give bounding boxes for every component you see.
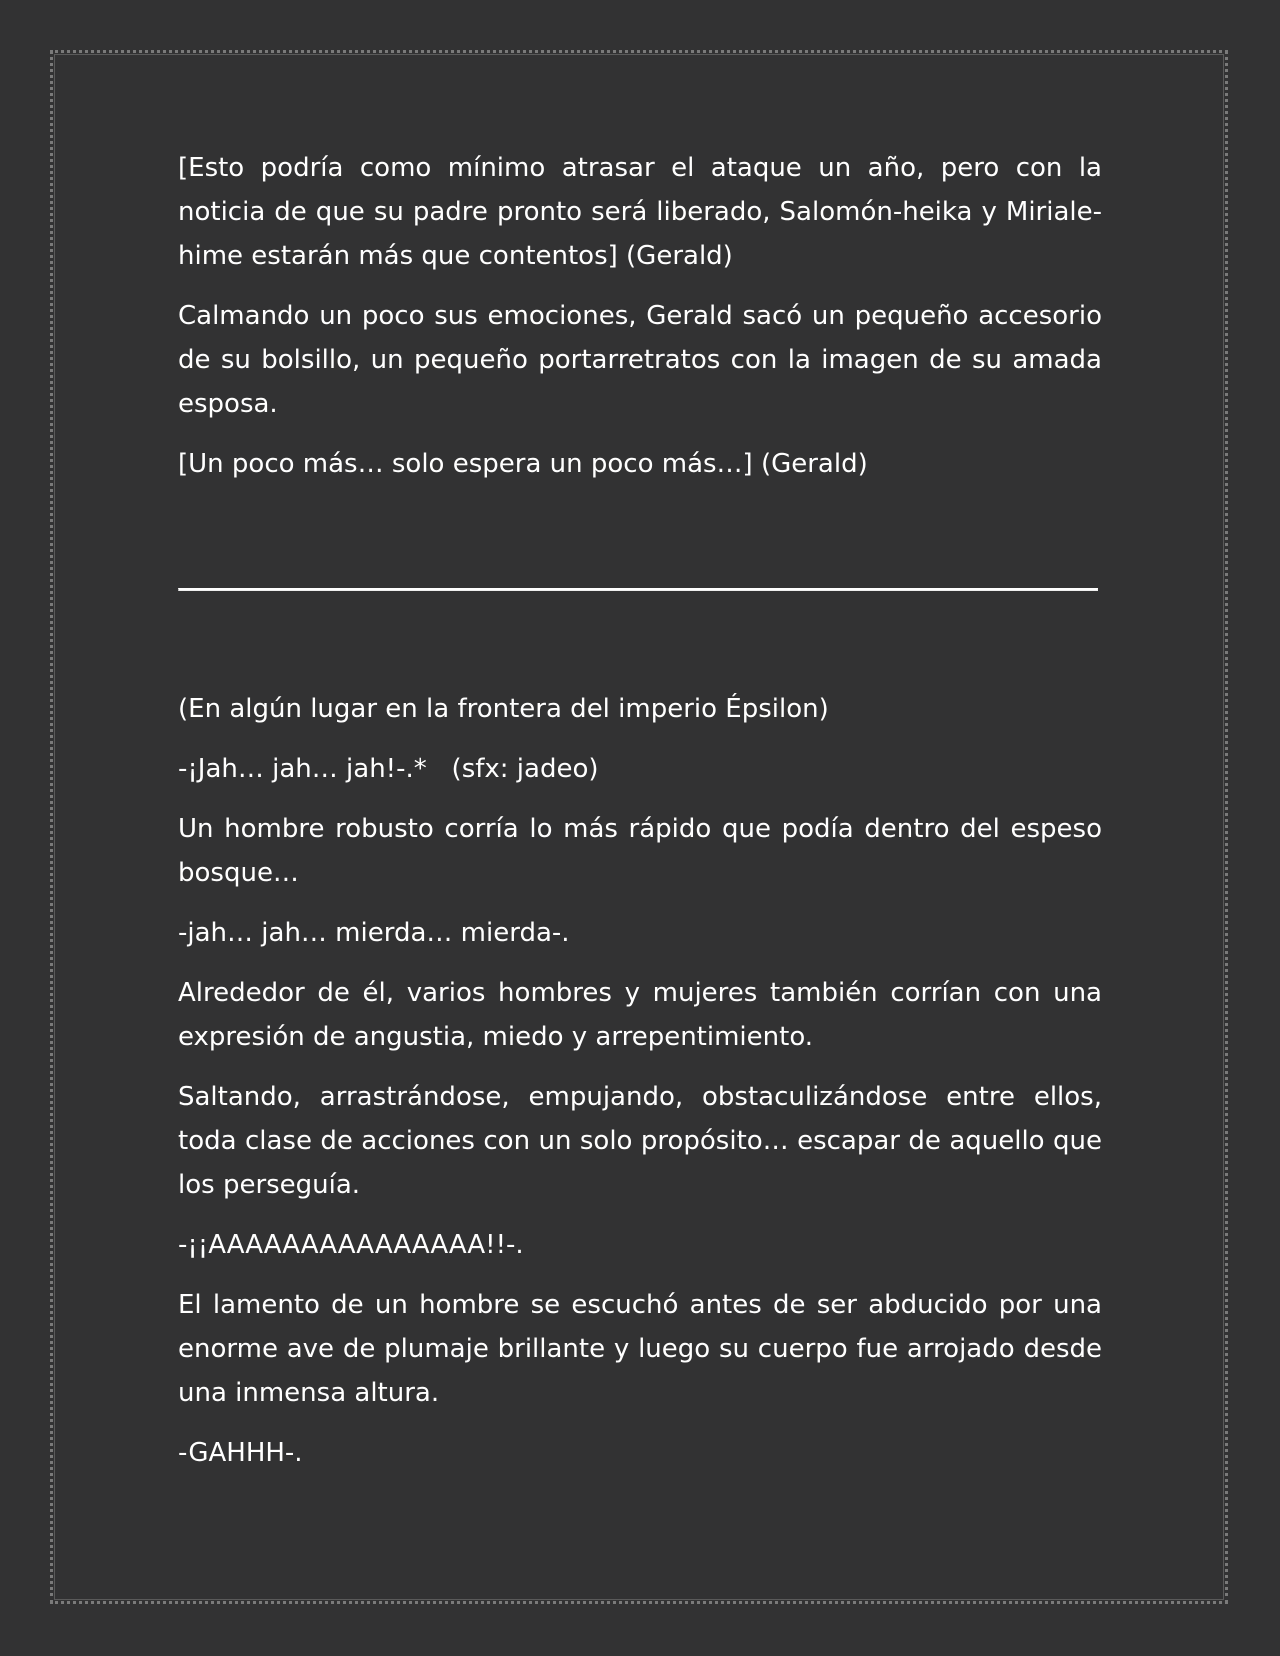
paragraph: -GAHHH-. [178,1438,303,1468]
paragraph: Calmando un poco sus emociones, Gerald sacó un pequeño accesorio de su bolsillo, un pequeño portarretratos con la imagen de su amada esposa. [178,301,1102,419]
paragraph: Alrededor de él, varios hombres y mujeres también corrían con una expresión de angustia, miedo y arrepentimiento. [178,978,1102,1052]
paragraph: Un hombre robusto corría lo más rápido que podía dentro del espeso bosque… [178,814,1102,888]
paragraph: -jah… jah… mierda… mierda-. [178,918,570,948]
paragraph: [Esto podría como mínimo atrasar el ataque un año, pero con la noticia de que su padre pronto será liberado, Salomón-heika y Miriale-hime estarán más que contentos] (Gerald) [178,153,1102,271]
scene-location: (En algún lugar en la frontera del imperio Épsilon) [178,694,829,724]
document-body [178,146,1102,1491]
paragraph: -¡Jah… jah… jah!-.* (sfx: jadeo) [178,754,599,784]
paragraph: [Un poco más… solo espera un poco más…] (Gerald) [178,449,868,479]
paragraph: -¡¡AAAAAAAAAAAAAAA!!-. [178,1230,524,1260]
paragraph: El lamento de un hombre se escuchó antes de ser abducido por una enorme ave de plumaje brillante y luego su cuerpo fue arrojado desde una inmensa altura. [178,1290,1102,1408]
paragraph: Saltando, arrastrándose, empujando, obstaculizándose entre ellos, toda clase de acciones con un solo propósito… escapar de aquello que los perseguía. [178,1082,1102,1200]
